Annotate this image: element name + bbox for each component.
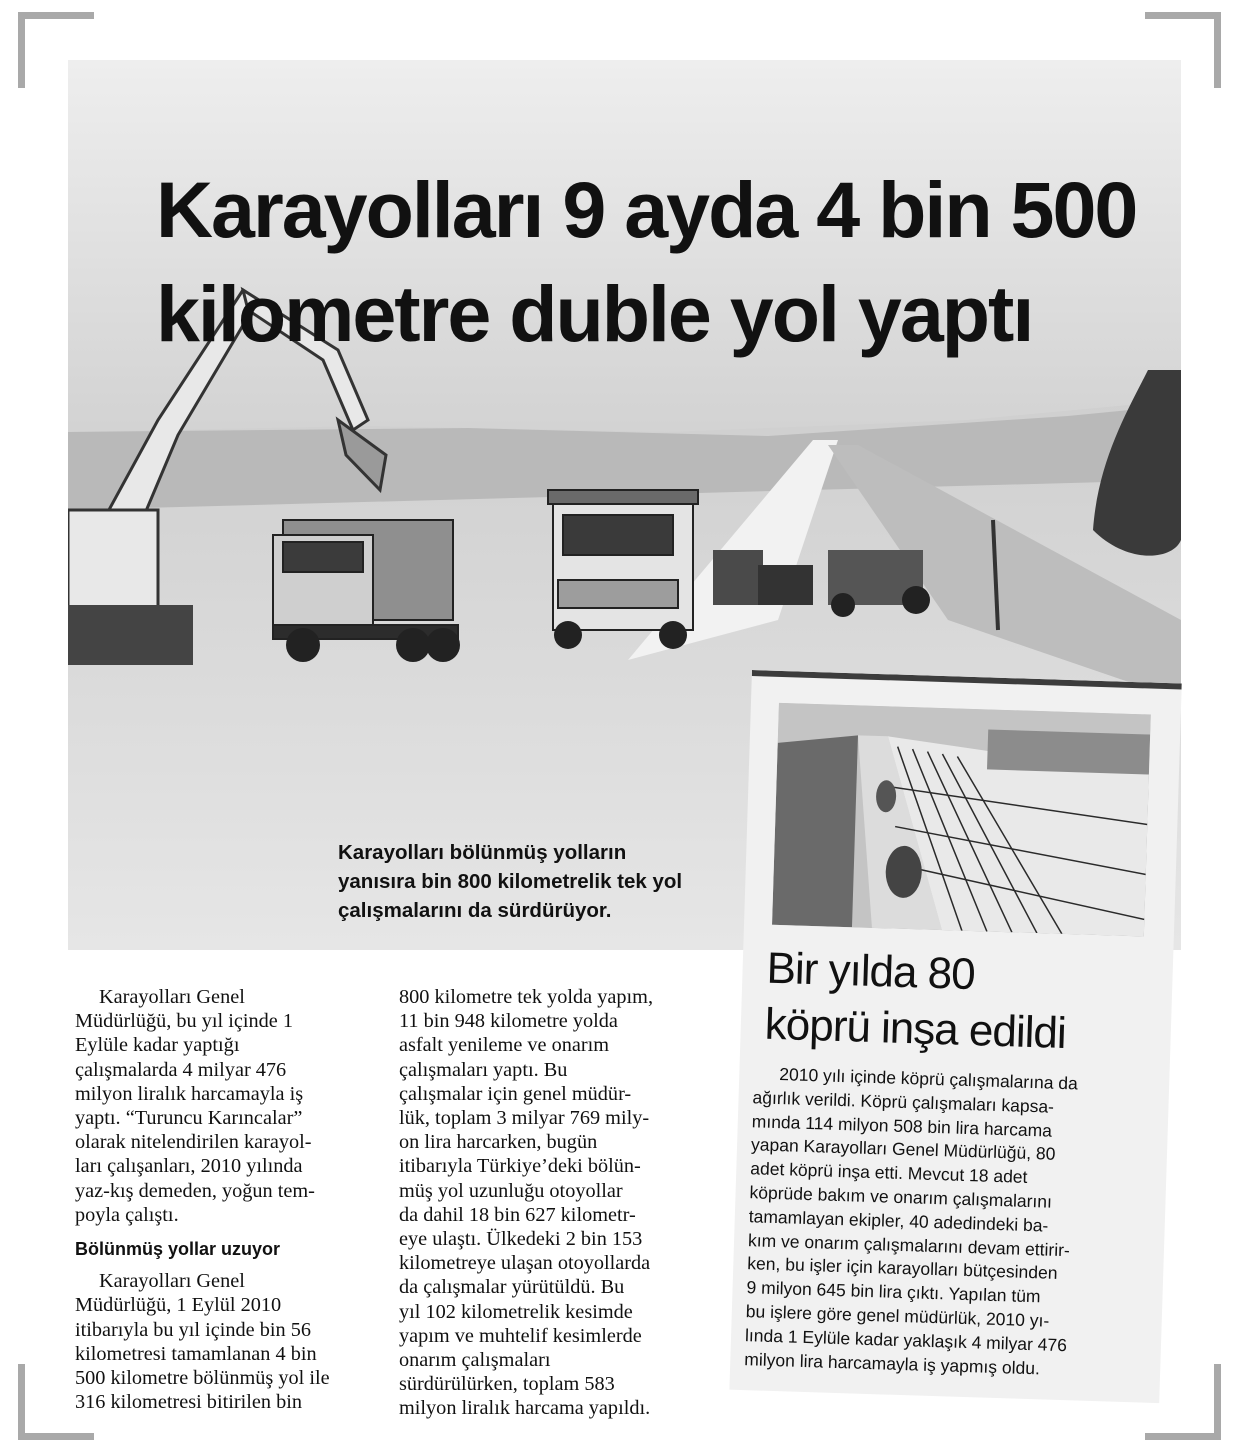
text-line: çalışmalar için genel müdür-: [399, 1082, 632, 1105]
text-line: 316 kilometresi bitirilen bin: [75, 1391, 303, 1414]
text-line: Karayolları Genel: [99, 986, 245, 1008]
text-line: çalışmaları yaptı. Bu: [399, 1058, 568, 1081]
crop-mark-bottom-right: [1214, 1364, 1221, 1440]
text-line: 2010 yılı içinde köprü çalışmalarına da: [779, 1064, 1079, 1094]
text-line: da çalışmalar yürütüldü. Bu: [399, 1276, 625, 1299]
sidebar-title-line: Bir yılda 80: [765, 943, 976, 1000]
text-line: müş yol uzunluğu otoyollar: [399, 1179, 623, 1202]
crop-mark-top-right: [1145, 12, 1221, 19]
photo-caption: [338, 838, 682, 925]
crop-mark-bottom-left: [18, 1364, 25, 1440]
text-line: bu işlere göre genel müdürlük, 2010 yı-: [745, 1301, 1050, 1331]
text-line: itibarıyla bu yıl içinde bin 56: [75, 1318, 312, 1341]
subheading: Bölünmüş yollar uzuyor: [75, 1239, 281, 1260]
caption-line: çalışmalarını da sürdürüyor.: [338, 899, 612, 922]
sidebar-body: [744, 1062, 1154, 1384]
text-line: yaz-kış demeden, yoğun tem-: [75, 1179, 315, 1202]
text-line: tamamlayan ekipler, 40 adedindeki ba-: [748, 1205, 1049, 1236]
headline-line: Karayolları 9 ayda 4 bin 500: [156, 165, 1137, 254]
text-line: olarak nitelendirilen karayol-: [75, 1131, 312, 1154]
text-line: 800 kilometre tek yolda yapım,: [399, 986, 654, 1008]
text-line: yapım ve muhtelif kesimlerde: [399, 1324, 642, 1347]
text-line: Müdürlüğü, bu yıl içinde 1: [75, 1010, 294, 1033]
sidebar-bridge-article: [729, 670, 1181, 1403]
article-column-2: [399, 985, 699, 1421]
text-line: çalışmalarda 4 milyar 476: [75, 1058, 287, 1081]
caption-line: yanısıra bin 800 kilometrelik tek yol: [338, 870, 683, 893]
bridge-construction-illustration: [772, 703, 1151, 937]
paragraph: [75, 985, 375, 1227]
text-line: ağırlık verildi. Köprü çalışmaları kapsa-: [752, 1087, 1055, 1117]
paragraph: [399, 985, 699, 1421]
text-line: 9 milyon 645 bin lira çıktı. Yapılan tüm: [746, 1277, 1041, 1307]
text-line: milyon liralık harcama yapıldı.: [399, 1397, 651, 1420]
article-column-1: [75, 985, 375, 1414]
text-line: yapan Karayolları Genel Müdürlüğü, 80: [750, 1134, 1056, 1165]
text-line: ken, bu işler için karayolları bütçesinden: [747, 1253, 1058, 1284]
text-line: lük, toplam 3 milyar 769 mily-: [399, 1107, 650, 1130]
caption-line: Karayolları bölünmüş yolların: [338, 841, 627, 864]
crop-mark-bottom-left: [18, 1433, 94, 1440]
text-line: mında 114 milyon 508 bin lira harcama: [751, 1110, 1053, 1141]
sidebar-title-line: köprü inşa edildi: [764, 999, 1067, 1059]
text-line: on lira harcarken, bugün: [399, 1131, 598, 1154]
text-line: köprüde bakım ve onarım çalışmalarını: [749, 1182, 1053, 1212]
crop-mark-top-right: [1214, 12, 1221, 88]
headline-line: kilometre duble yol yaptı: [156, 269, 1033, 358]
text-line: kım ve onarım çalışmalarını devam ettirir-: [747, 1229, 1071, 1260]
text-line: Karayolları Genel: [99, 1270, 245, 1293]
text-line: sürdürülürken, toplam 583: [399, 1373, 615, 1396]
text-line: Eylüle kadar yaptığı: [75, 1034, 240, 1057]
text-line: adet köprü inşa etti. Mevcut 18 adet: [750, 1158, 1028, 1188]
text-line: milyon liralık harcamayla iş: [75, 1082, 304, 1105]
bridge-construction-photo: [772, 703, 1151, 937]
text-line: da dahil 18 bin 627 kilometr-: [399, 1203, 636, 1226]
text-line: lında 1 Eylüle kadar yaklaşık 4 milyar 476: [744, 1324, 1068, 1355]
headline: [156, 158, 1136, 366]
paragraph: [75, 1269, 375, 1414]
text-line: asfalt yenileme ve onarım: [399, 1034, 610, 1057]
text-line: milyon lira harcamayla iş yapmış oldu.: [744, 1348, 1041, 1378]
crop-mark-bottom-right: [1145, 1433, 1221, 1440]
sidebar-title: [764, 941, 1068, 1062]
crop-mark-top-left: [18, 12, 94, 19]
text-line: yıl 102 kilometrelik kesimde: [399, 1300, 633, 1323]
text-line: poyla çalıştı.: [75, 1203, 179, 1226]
text-line: kilometresi tamamlanan 4 bin: [75, 1342, 317, 1365]
text-line: onarım çalışmaları: [399, 1349, 551, 1372]
crop-mark-top-left: [18, 12, 25, 88]
text-line: 500 kilometre bölünmüş yol ile: [75, 1367, 330, 1390]
text-line: Müdürlüğü, 1 Eylül 2010: [75, 1294, 282, 1317]
text-line: itibarıyla Türkiye’deki bölün-: [399, 1155, 641, 1178]
text-line: 11 bin 948 kilometre yolda: [399, 1010, 618, 1033]
text-line: kilometreye ulaşan otoyollarda: [399, 1252, 651, 1275]
text-line: yaptı. “Turuncu Karıncalar”: [75, 1107, 303, 1130]
text-line: eye ulaştı. Ülkedeki 2 bin 153: [399, 1228, 643, 1251]
text-line: ları çalışanları, 2010 yılında: [75, 1155, 303, 1178]
